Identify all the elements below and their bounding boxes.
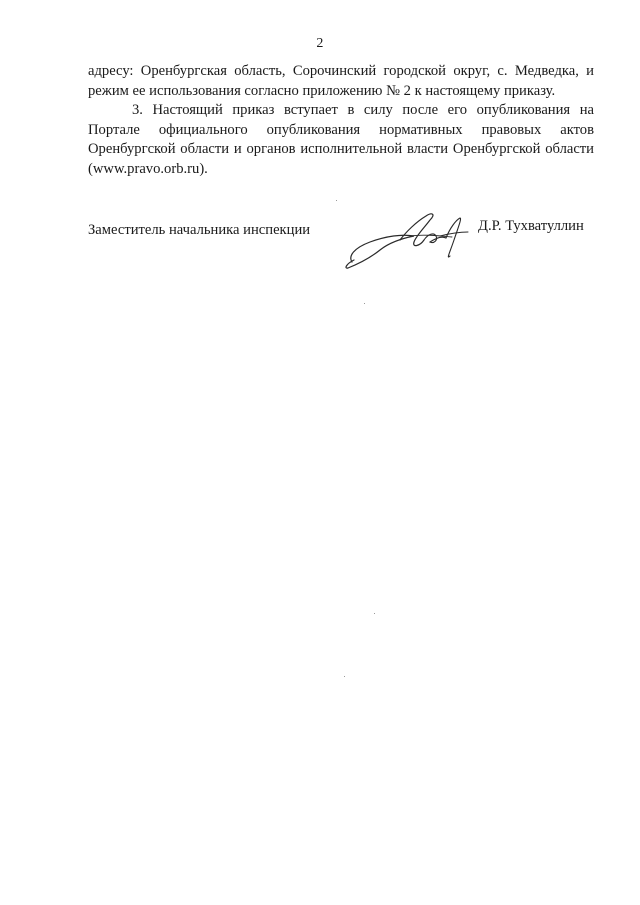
scan-speck (374, 613, 375, 614)
scan-speck (344, 676, 345, 677)
paragraph-address: адресу: Оренбургская область, Сорочинский городской округ, с. Медведка, и режим ее использования согласно приложению № 2 к настоящему приказу. (88, 63, 594, 99)
handwritten-signature (340, 206, 475, 276)
paragraph-effective-date-text: 3. Настоящий приказ вступает в силу после его опубликования на Портале официального опубликования нормативных правовых актов Оренбургской области и органов исполнительной власти Оренбургской области (www.pravo.orb.ru). (88, 102, 594, 177)
signatory-name: Д.Р. Тухватуллин (478, 218, 584, 234)
page-number: 2 (316, 36, 324, 51)
paragraph-effective-date (88, 101, 594, 179)
signatory-position: Заместитель начальника инспекции (88, 222, 311, 238)
scan-speck (336, 200, 337, 201)
scan-speck (364, 303, 365, 304)
